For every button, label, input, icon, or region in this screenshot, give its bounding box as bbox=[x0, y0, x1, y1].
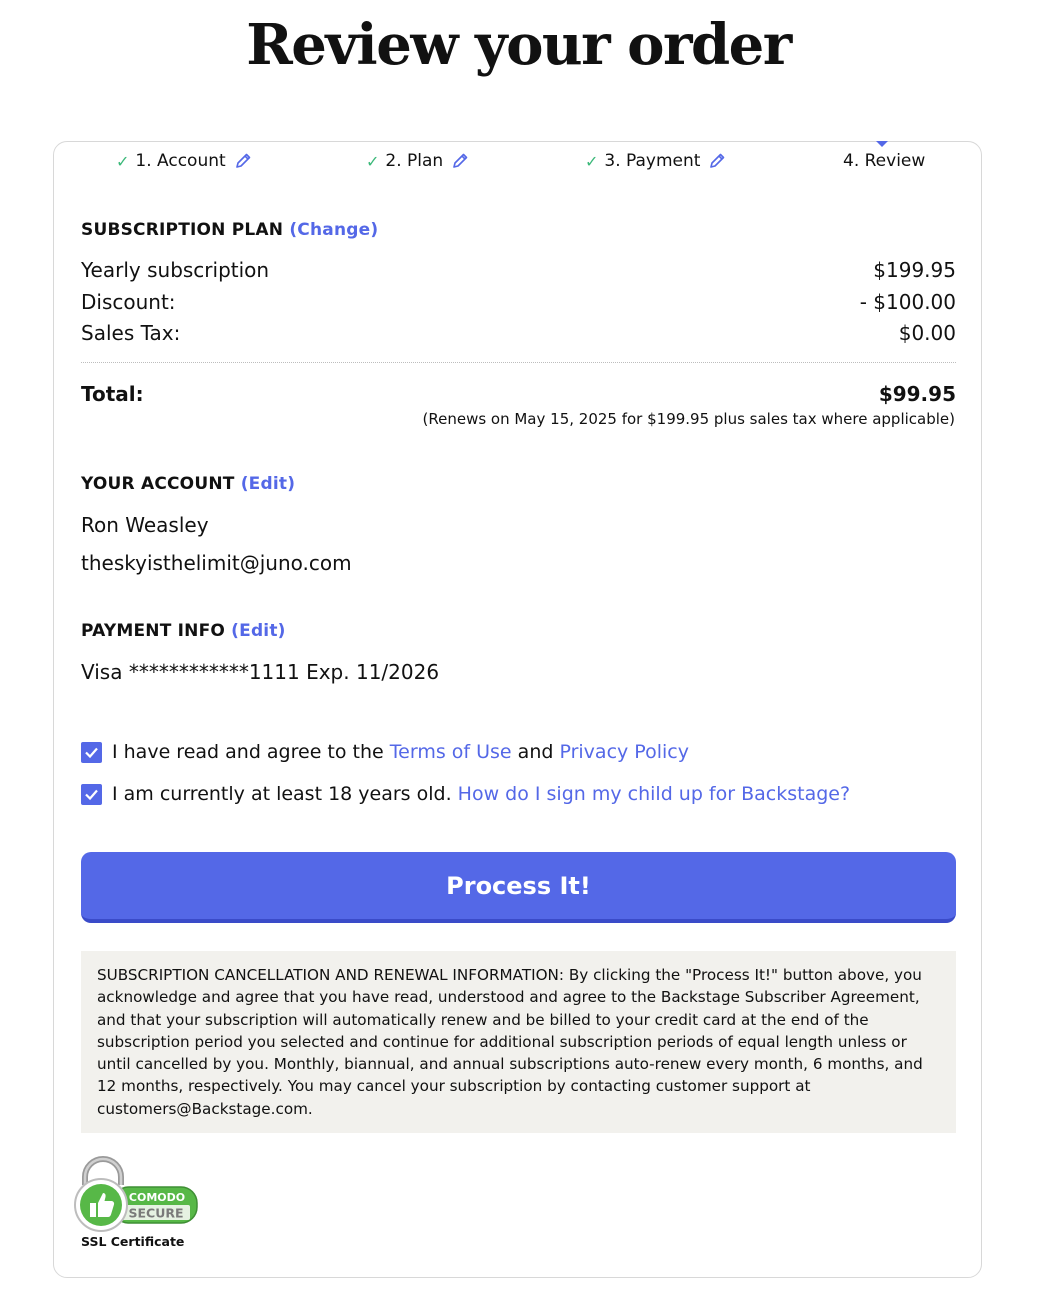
check-icon: ✓ bbox=[585, 151, 599, 171]
step-plan[interactable] bbox=[366, 151, 469, 171]
badge-top-text: COMODO bbox=[128, 1191, 186, 1204]
renewal-note: (Renews on May 15, 2025 for $199.95 plus sales tax where applicable) bbox=[422, 410, 955, 428]
account-email: theskyisthelimit@juno.com bbox=[81, 551, 352, 575]
process-it-button[interactable]: Process It! bbox=[81, 852, 956, 923]
subscription-plan-title: SUBSCRIPTION PLAN bbox=[81, 220, 284, 240]
privacy-policy-link[interactable]: Privacy Policy bbox=[559, 741, 689, 763]
pencil-icon[interactable] bbox=[234, 152, 252, 170]
ssl-certificate-label: SSL Certificate bbox=[81, 1234, 185, 1249]
terms-text bbox=[112, 741, 689, 763]
checkmark-icon bbox=[84, 787, 99, 802]
step-label: 3. Payment bbox=[604, 151, 701, 171]
step-label: 1. Account bbox=[135, 151, 226, 171]
payment-info-title: PAYMENT INFO bbox=[81, 621, 226, 641]
payment-info-heading bbox=[81, 621, 286, 641]
subscription-plan-heading bbox=[81, 220, 378, 240]
divider bbox=[81, 362, 956, 363]
order-total bbox=[81, 382, 956, 406]
step-review bbox=[843, 151, 925, 171]
payment-card: Visa ************1111 Exp. 11/2026 bbox=[81, 660, 440, 684]
age-agreement bbox=[81, 783, 850, 805]
check-icon: ✓ bbox=[366, 151, 380, 171]
edit-payment-link[interactable]: (Edit) bbox=[231, 621, 286, 641]
step-label: 4. Review bbox=[843, 151, 926, 171]
terms-and: and bbox=[517, 741, 554, 763]
line-item-label: Discount: bbox=[81, 290, 176, 314]
current-step-indicator bbox=[876, 141, 888, 147]
terms-prefix: I have read and agree to the bbox=[112, 741, 384, 763]
terms-checkbox[interactable] bbox=[81, 742, 102, 763]
age-statement: I am currently at least 18 years old. bbox=[112, 783, 452, 805]
your-account-title: YOUR ACCOUNT bbox=[81, 474, 235, 494]
step-payment[interactable] bbox=[585, 151, 726, 171]
line-item-label: Sales Tax: bbox=[81, 321, 181, 345]
total-value: $99.95 bbox=[878, 382, 956, 406]
step-account[interactable] bbox=[116, 151, 252, 171]
check-icon: ✓ bbox=[116, 151, 130, 171]
checkout-steps bbox=[54, 142, 981, 182]
page-title: Review your order bbox=[246, 12, 791, 78]
age-text bbox=[112, 783, 850, 805]
pencil-icon[interactable] bbox=[451, 152, 469, 170]
order-review-card bbox=[53, 141, 982, 1278]
line-item-sales-tax bbox=[81, 321, 956, 345]
change-plan-link[interactable]: (Change) bbox=[289, 220, 379, 240]
line-item-value: - $100.00 bbox=[859, 290, 956, 314]
checkmark-icon bbox=[84, 745, 99, 760]
line-item-value: $199.95 bbox=[873, 258, 956, 282]
line-item-discount bbox=[81, 290, 956, 314]
line-item-value: $0.00 bbox=[898, 321, 956, 345]
line-item-label: Yearly subscription bbox=[81, 258, 270, 282]
total-label: Total: bbox=[81, 382, 144, 406]
age-checkbox[interactable] bbox=[81, 784, 102, 805]
child-signup-link[interactable]: How do I sign my child up for Backstage? bbox=[457, 783, 851, 805]
edit-account-link[interactable]: (Edit) bbox=[240, 474, 296, 494]
terms-agreement bbox=[81, 741, 689, 763]
step-label: 2. Plan bbox=[385, 151, 444, 171]
account-name: Ron Weasley bbox=[81, 513, 209, 537]
cancellation-renewal-notice: SUBSCRIPTION CANCELLATION AND RENEWAL INFORMATION: By clicking the "Process It!" button above, you acknowledge and agree that you have read, understood and agree to the Backstage Subscriber Agreement, and that your subscription will automatically renew and be billed to your credit card at the end of the subscription period you selected and continue for additional subscription periods of equal length unless or until cancelled by you. Monthly, biannual, and annual subscriptions auto-renew every month, 6 months, and 12 months, respectively. You may cancel your subscription by contacting customer support at customers@Backstage.com. bbox=[81, 951, 956, 1133]
comodo-ssl-badge[interactable] bbox=[69, 1155, 201, 1233]
terms-of-use-link[interactable]: Terms of Use bbox=[389, 741, 512, 763]
line-item-subscription bbox=[81, 258, 956, 282]
badge-bottom-text: SECURE bbox=[128, 1205, 184, 1221]
pencil-icon[interactable] bbox=[708, 152, 726, 170]
your-account-heading bbox=[81, 474, 295, 494]
